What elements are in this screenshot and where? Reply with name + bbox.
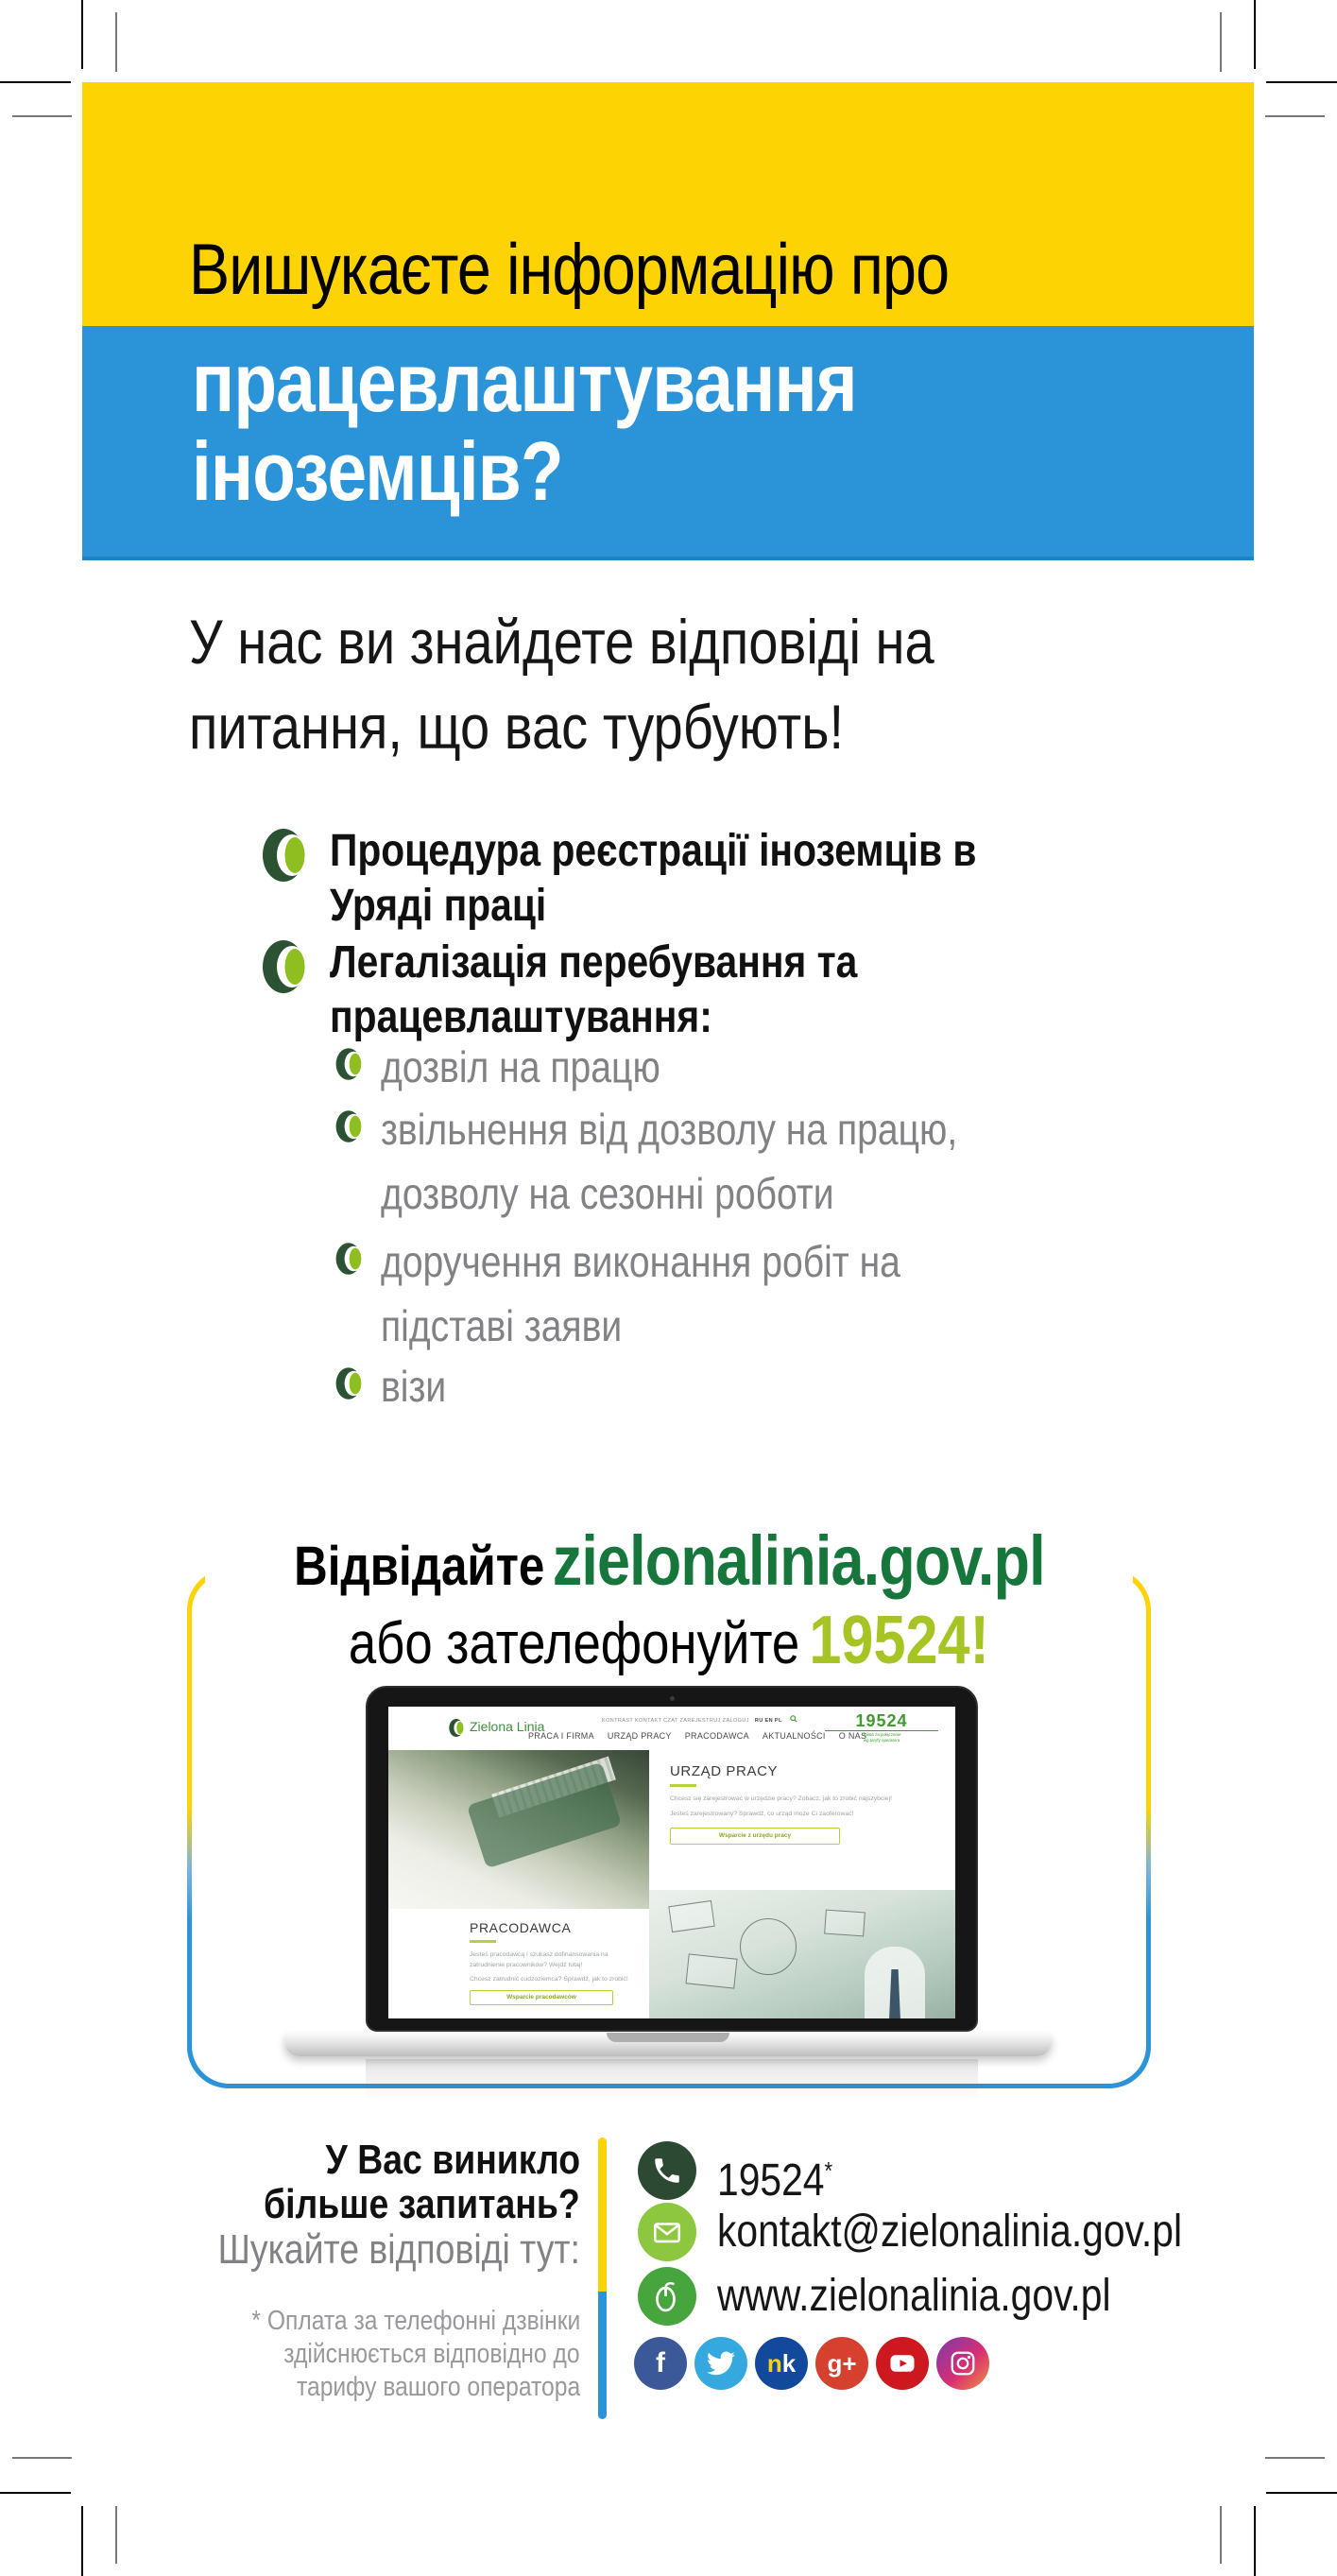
phone-icon [638, 2141, 696, 2200]
divider-yellow [598, 2138, 607, 2292]
bullet-leaf-icon-small [335, 1046, 364, 1082]
bullet-main-1-line1: Процедура реєстрації іноземців в [330, 826, 977, 876]
site-header [388, 1707, 955, 1751]
bullet-main-2-line2: працевлаштування: [330, 992, 712, 1042]
hero-title-line1: Вишукаєте інформацію про [189, 230, 950, 310]
hero-title-line3: іноземців? [192, 424, 563, 518]
binders-photo [388, 1750, 649, 1909]
instagram-icon[interactable] [936, 2337, 989, 2390]
laptop-camera-dot [670, 1696, 675, 1701]
zielona-linia-logo-icon [449, 1718, 465, 1738]
bullet-leaf-icon-small [335, 1241, 364, 1277]
bullet-sub-3-line2: підставі заяви [381, 1301, 623, 1350]
laptop-screen-website [388, 1707, 955, 2018]
email-icon [638, 2203, 696, 2261]
bullet-sub-3-line1: доручення виконання робіт на [381, 1237, 900, 1286]
cta-visit-label: Відвідайте [293, 1536, 544, 1597]
bullet-sub-4: візи [381, 1362, 447, 1411]
bullet-main-2-line1: Легалізація перебування та [330, 937, 858, 987]
website-mouse-icon [638, 2267, 696, 2326]
urzad-p1: Chcesz się zarejestrować w urzędzie pracy? Zobacz, jak to zrobić najszybciej! [670, 1795, 892, 1802]
facebook-icon[interactable]: f [634, 2337, 687, 2390]
nav-praca-i-firma[interactable]: PRACA I FIRMA [528, 1731, 594, 1741]
bullet-leaf-icon [262, 938, 309, 995]
pracodawca-p2: Chcesz zatrudnić cudzoziemca? Sprawdź, jak to zrobić! [470, 1976, 628, 1984]
pracodawca-title: PRACODAWCA [470, 1920, 572, 1935]
nav-aktualnosci[interactable]: AKTUALNOŚCI [762, 1731, 826, 1741]
search-icon[interactable] [790, 1715, 797, 1723]
urzad-p2: Jesteś zarejestrowany? Sprawdź, co urząd może Ci zaoferować! [670, 1810, 854, 1817]
footnote: * Оплата за телефонні дзвінки здійснюється відповідно до тарифу вашого оператора [251, 2306, 580, 2402]
pracodawca-panel [388, 1909, 649, 2018]
nav-pracodawca[interactable]: PRACODAWCA [684, 1731, 749, 1741]
bullet-main-1-line2: Уряді праці [330, 881, 547, 931]
site-logo-text[interactable]: Zielona Linia [470, 1719, 545, 1734]
cta-phone-number: 19524! [809, 1603, 990, 1678]
google-plus-icon[interactable]: g+ [815, 2337, 868, 2390]
bullet-leaf-icon-small [335, 1365, 364, 1401]
hero-title-line2: працевлаштування [192, 335, 857, 429]
laptop-reflection [366, 2059, 978, 2101]
contact-question: У Вас виникло більше запитань? Шукайте відповіді тут: [217, 2137, 580, 2273]
cta-heading-line2 [187, 1602, 1151, 1679]
cta-website-link[interactable]: zielonalinia.gov.pl [552, 1521, 1045, 1600]
site-hotline-caption: opłata za połączenie wg taryfy operatora [825, 1730, 938, 1743]
intro-line1: У нас ви знайдете відповіді на [189, 607, 934, 677]
intro-line2: питання, що вас турбують! [189, 692, 845, 762]
twitter-icon[interactable] [694, 2337, 747, 2390]
website-url[interactable]: www.zielonalinia.gov.pl [717, 2271, 1111, 2321]
divider-blue [598, 2292, 607, 2419]
pracodawca-support-button[interactable]: Wsparcie pracodawców [470, 1990, 613, 2005]
bullet-sub-2-line1: звільнення від дозволу на працю, [381, 1105, 958, 1154]
nav-urzad-pracy[interactable]: URZĄD PRACY [607, 1731, 672, 1741]
site-content [388, 1750, 955, 2018]
nk-icon[interactable]: nk [755, 2337, 808, 2390]
office-people-photo [649, 1890, 955, 2018]
laptop-base [284, 2033, 1052, 2056]
cta-heading-line1 [187, 1520, 1151, 1601]
urzad-title: URZĄD PRACY [670, 1763, 779, 1779]
cta-call-label: або зателефонуйте [348, 1611, 800, 1676]
site-utility-links[interactable]: KONTRAST KONTAKT CZAT ZAREJESTRUJ ZALOGUJ RU EN PL [602, 1715, 797, 1724]
pracodawca-p1: Jesteś pracodawcą i szukasz dofinansowania na zatrudnienie pracowników? Wejdź tutaj! [470, 1951, 609, 1968]
urzad-support-button[interactable]: Wsparcie z urzędu pracy [670, 1828, 840, 1845]
bullet-leaf-icon [262, 827, 309, 884]
bullet-leaf-icon-small [335, 1108, 364, 1144]
email-address[interactable]: kontakt@zielonalinia.gov.pl [717, 2207, 1183, 2257]
site-hotline-number: 19524 [855, 1711, 908, 1730]
bullet-sub-2-line2: дозволу на сезонні роботи [381, 1169, 834, 1218]
youtube-icon[interactable] [876, 2337, 929, 2390]
site-hotline [825, 1712, 938, 1743]
laptop-base-notch [607, 2033, 729, 2042]
nav-o-nas[interactable]: O NAS [838, 1731, 867, 1741]
site-language-switch: RU EN PL [754, 1718, 782, 1724]
phone-number[interactable]: 19524* [717, 2155, 833, 2206]
bullet-sub-1: дозвіл на працю [381, 1042, 660, 1091]
urzad-pracy-panel [649, 1750, 955, 1890]
flyer-page [82, 82, 1254, 2493]
